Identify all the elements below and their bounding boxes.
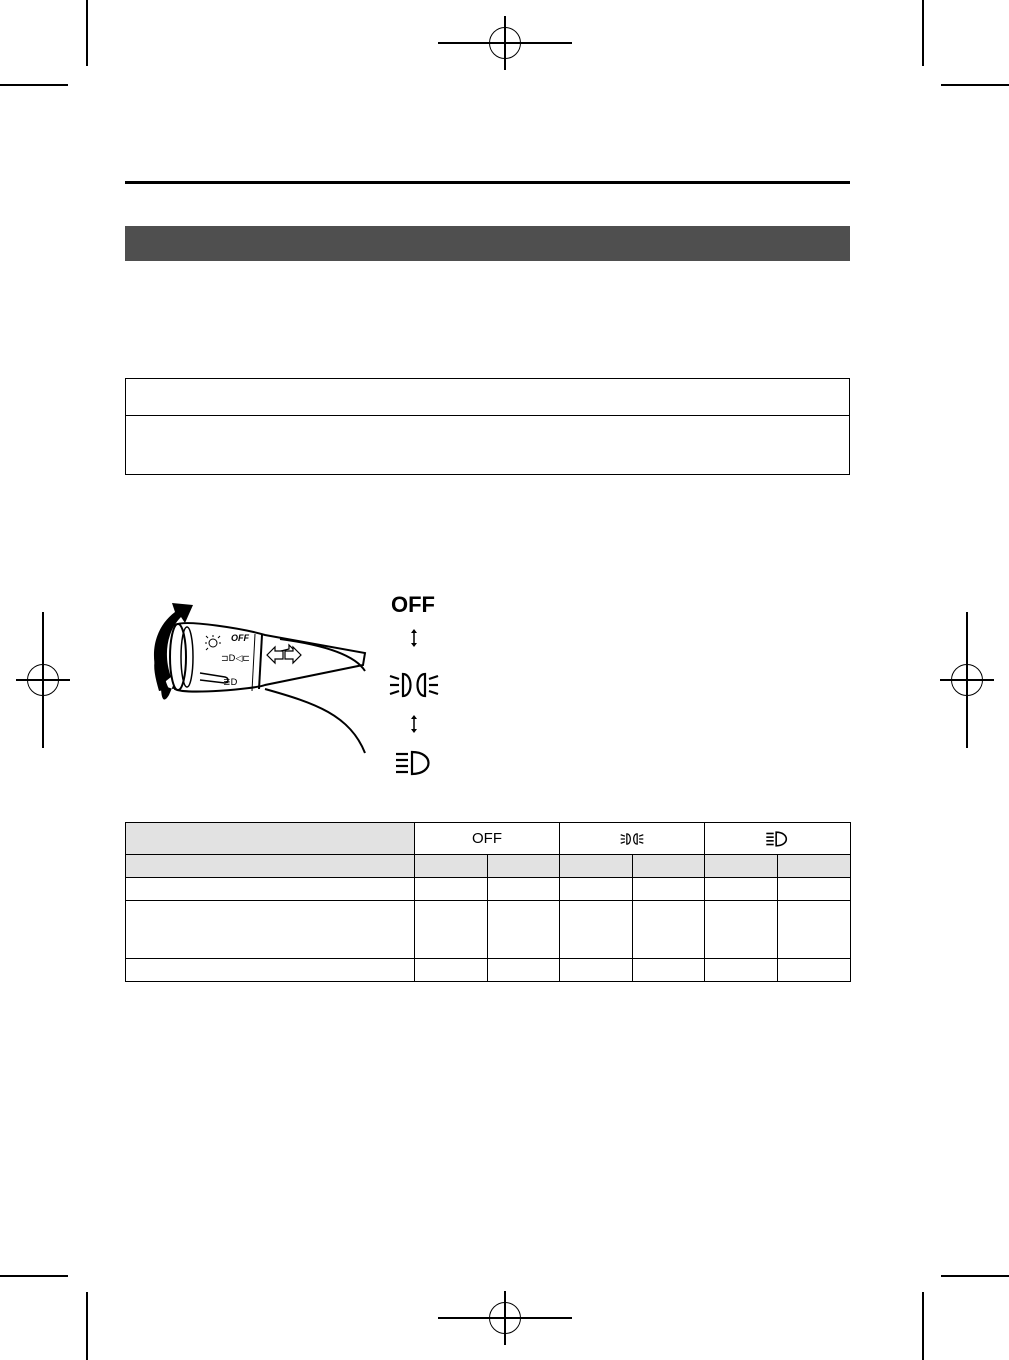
table-cell [705,901,778,959]
crop-mark-top-left-h [0,84,68,86]
registration-mark-icon [489,1302,521,1334]
headlights-icon [765,831,791,847]
table-cell [488,901,560,959]
table-cell [633,959,705,982]
table-cell [415,855,488,878]
section-title-bar [125,226,850,261]
crop-mark-bottom-right-v [922,1292,924,1360]
table-header-off: OFF [415,823,560,855]
table-row [126,878,851,901]
table-cell [778,901,851,959]
crop-mark-bottom-right-h [941,1275,1009,1277]
table-cell [560,959,633,982]
svg-text:⊐D◁⊏: ⊐D◁⊏ [221,654,250,664]
table-cell [126,901,415,959]
table-cell [560,901,633,959]
table-cell [415,959,488,982]
off-position-label: OFF [391,592,435,617]
table-cell [488,959,560,982]
registration-mark-icon [951,664,983,696]
table-row [126,959,851,982]
crop-mark-bottom-left-v [86,1292,88,1360]
parking-lights-icon [388,668,440,702]
lighting-table [125,822,851,982]
table-cell [705,959,778,982]
table-cell [560,855,633,878]
crop-mark-top-left-v [86,0,88,66]
table-cell [415,878,488,901]
svg-text:≣D: ≣D [223,678,238,688]
table-cell [126,878,415,901]
table-cell [705,855,778,878]
page-header-rule [125,181,850,184]
up-down-arrow-icon [409,714,419,734]
crop-mark-top-right-h [941,84,1009,86]
note-box-divider [126,415,849,416]
registration-mark-icon [489,27,521,59]
up-down-arrow-icon [409,628,419,648]
table-cell [633,878,705,901]
table-cell [488,878,560,901]
table-cell [633,901,705,959]
table-cell [633,855,705,878]
crop-mark-top-right-v [922,0,924,66]
table-cell [778,855,851,878]
table-cell [778,878,851,901]
svg-text:OFF: OFF [231,633,249,643]
crop-mark-bottom-left-h [0,1275,68,1277]
table-cell [415,901,488,959]
table-cell [705,878,778,901]
headlights-icon [394,750,436,776]
table-row [126,901,851,959]
table-row [126,855,851,878]
table-header-headlights [705,823,851,855]
table-cell [560,878,633,901]
note-box [125,378,850,475]
table-cell [126,855,415,878]
table-cell [126,959,415,982]
table-header-label [126,823,415,855]
table-cell [488,855,560,878]
parking-lights-icon [616,831,648,847]
table-header-parking [560,823,705,855]
table-cell [778,959,851,982]
table-header-row [126,823,851,855]
registration-mark-icon [27,664,59,696]
